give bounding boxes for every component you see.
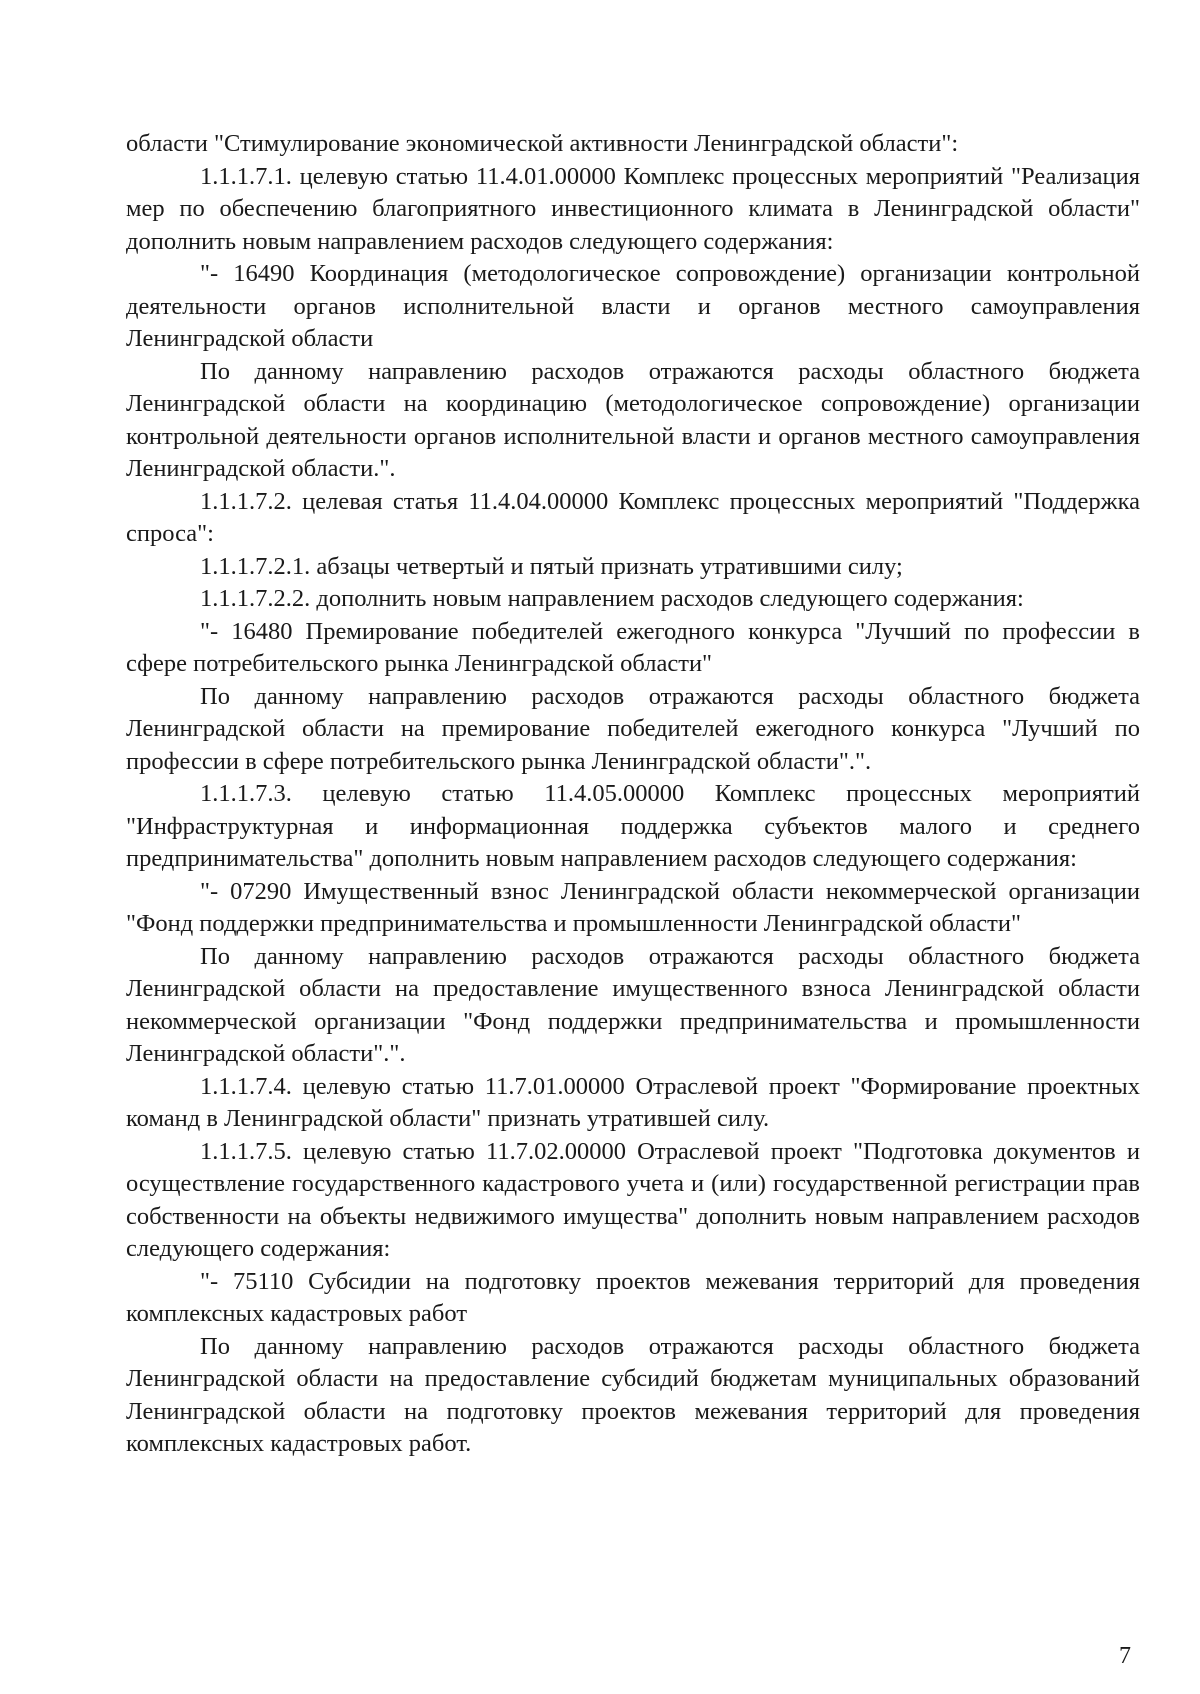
paragraph-code-16490: "- 16490 Координация (методологическое сопровождение) организации контрольной деятельности органов исполнительной власти и органов местного самоуправления Ленинградской области: [126, 260, 1140, 352]
paragraph-code-07290: "- 07290 Имущественный взнос Ленинградской области некоммерческой организации "Фонд поддержки предпринимательства и промышленности Ленинградской области": [126, 877, 1140, 937]
paragraph-07290-description: По данному направлению расходов отражаются расходы областного бюджета Ленинградской области на предоставление имущественного взноса Ленинградской области некоммерческой организации "Фонд поддержки предпринимательства и промышленности Ленинградской области".".: [126, 942, 1140, 1067]
paragraph-16480-description: По данному направлению расходов отражаются расходы областного бюджета Ленинградской области на премирование победителей ежегодного конкурса "Лучший по профессии в сфере потребительского рынка Ленинградской области".".: [126, 682, 1140, 775]
paragraph-1-1-1-7-2-2: 1.1.1.7.2.2. дополнить новым направлением расходов следующего содержания:: [200, 585, 1024, 612]
page-number: 7: [1119, 1643, 1131, 1669]
document-body: [126, 128, 1140, 1461]
paragraph-1-1-1-7-2-1: 1.1.1.7.2.1. абзацы четвертый и пятый признать утратившими силу;: [200, 552, 903, 580]
paragraph-code-75110: "- 75110 Субсидии на подготовку проектов межевания территорий для проведения комплексных кадастровых работ: [126, 1267, 1140, 1327]
paragraph-continuation: области "Стимулирование экономической активности Ленинградской области":: [126, 130, 959, 157]
paragraph-code-16480: "- 16480 Премирование победителей ежегодного конкурса "Лучший по профессии в сфере потребительского рынка Ленинградской области": [126, 617, 1140, 677]
paragraph-16490-description: По данному направлению расходов отражаются расходы областного бюджета Ленинградской области на координацию (методологическое сопровождение) организации контрольной деятельности органов исполнительной власти и органов местного самоуправления Ленинградской области.".: [126, 357, 1140, 482]
paragraph-1-1-1-7-5: 1.1.1.7.5. целевую статью 11.7.02.00000 Отраслевой проект "Подготовка документов и осуществление государственного кадастрового учета и (или) государственной регистрации прав собственности на объекты недвижимого имущества" дополнить новым направлением расходов следующего содержания:: [126, 1137, 1140, 1262]
paragraph-1-1-1-7-4: 1.1.1.7.4. целевую статью 11.7.01.00000 Отраслевой проект "Формирование проектных команд в Ленинградской области" признать утратившей силу.: [126, 1072, 1140, 1132]
paragraph-1-1-1-7-3: 1.1.1.7.3. целевую статью 11.4.05.00000 Комплекс процессных мероприятий "Инфраструктурная и информационная поддержка субъектов малого и среднего предпринимательства" дополнить новым направлением расходов следующего содержания:: [126, 780, 1140, 872]
paragraph-1-1-1-7-2: 1.1.1.7.2. целевая статья 11.4.04.00000 Комплекс процессных мероприятий "Поддержка спроса":: [126, 487, 1140, 547]
paragraph-1-1-1-7-1: 1.1.1.7.1. целевую статью 11.4.01.00000 Комплекс процессных мероприятий "Реализация мер по обеспечению благоприятного инвестиционного климата в Ленинградской области" дополнить новым направлением расходов следующего содержания:: [126, 162, 1140, 255]
paragraph-75110-description: По данному направлению расходов отражаются расходы областного бюджета Ленинградской области на предоставление субсидий бюджетам муниципальных образований Ленинградской области на подготовку проектов межевания территорий для проведения комплексных кадастровых работ.: [126, 1332, 1140, 1457]
